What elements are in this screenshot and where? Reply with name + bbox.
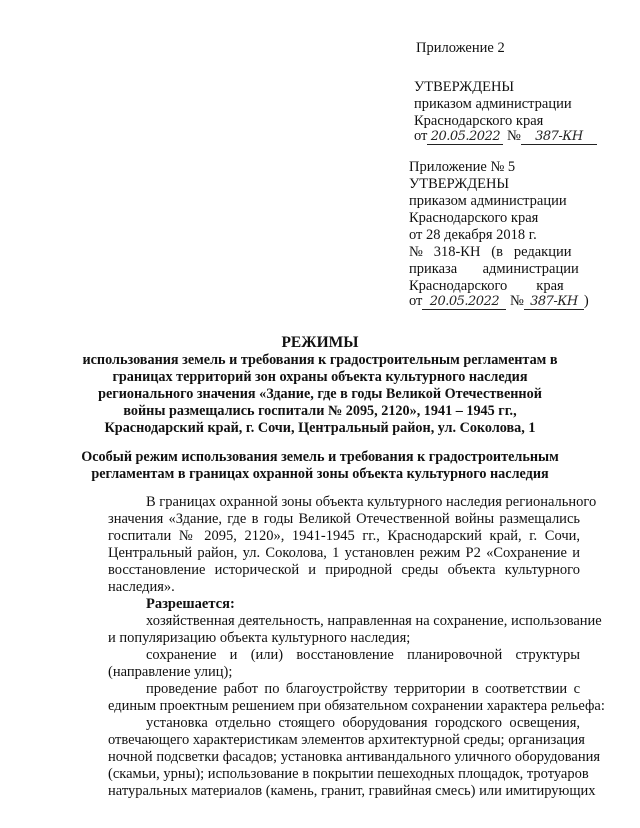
item-1-line-1: хозяйственная деятельность, направленная на сохранение, использование <box>146 613 602 629</box>
edition-line-2: приказа администрации <box>409 261 579 277</box>
intro-line-1: В границах охранной зоны объекта культурного наследия регионального <box>146 494 597 510</box>
order-date-line-1 <box>414 128 597 145</box>
subtitle-line-1: Особый режим использования земель и требования к градостроительным <box>81 449 559 465</box>
item-4-line-3: ночной подсветки фасадов; установка антивандального уличного оборудования <box>108 749 601 765</box>
appendix-5-label: Приложение № 5 <box>409 159 516 175</box>
closing-parenthesis: ) <box>583 293 589 309</box>
intro-line-3: госпитали № 2095, 2120», 1941-1945 гг., Краснодарский край, г. Сочи, <box>108 528 580 544</box>
handwritten-number-1: 387-КН <box>521 129 597 145</box>
intro-line-2: значения «Здание, где в годы Великой Отечественной войны размещались <box>108 511 580 527</box>
allowed-heading: Разрешается: <box>146 596 235 612</box>
intro-line-4: Центральный район, ул. Соколова, 1 установлен режим Р2 «Сохранение и <box>108 545 580 561</box>
approved-label-1: УТВЕРЖДЕНЫ <box>414 79 515 95</box>
item-4-line-2: отвечающего характеристикам элементов архитектурной среды; организация <box>108 732 585 748</box>
order-date-line-2 <box>409 293 589 310</box>
handwritten-date-1: 20.05.2022 <box>427 129 503 145</box>
subtitle-line-2: регламентам в границах охранной зоны объекта культурного наследия <box>91 466 549 482</box>
order-admin-1: приказом администрации <box>414 96 572 112</box>
item-4-line-5: натуральных материалов (камень, гранит, гравийная смесь) или имитирующих <box>108 783 596 799</box>
handwritten-number-2: 387-КН <box>524 294 584 310</box>
region-1: Краснодарского края <box>414 113 544 129</box>
item-2-line-2: (направление улиц); <box>108 664 233 680</box>
item-2-line-1: сохранение и (или) восстановление планировочной структуры <box>146 647 580 663</box>
item-3-line-2: единым проектным решением при обязательном сохранении характера рельефа: <box>108 698 605 714</box>
item-4-line-4: (скамьи, урны); использование в покрытии пешеходных площадок, тротуаров <box>108 766 589 782</box>
item-4-line-1: установка отдельно стоящего оборудования городского освещения, <box>146 715 580 731</box>
title-line-2: границах территорий зон охраны объекта культурного наследия <box>112 369 528 385</box>
document-heading: РЕЖИМЫ <box>281 334 359 351</box>
title-line-4: войны размещались госпитали № 2095, 2120», 1941 – 1945 гг., <box>123 403 517 419</box>
from-label-1: от <box>414 128 428 144</box>
order-admin-2: приказом администрации <box>409 193 567 209</box>
approved-label-2: УТВЕРЖДЕНЫ <box>409 176 510 192</box>
item-1-line-2: и популяризацию объекта культурного наследия; <box>108 630 411 646</box>
intro-line-5: восстановление исторической и природной среды объекта культурного <box>108 562 580 578</box>
appendix-2-label: Приложение 2 <box>416 40 505 56</box>
handwritten-date-2: 20.05.2022 <box>422 294 506 310</box>
item-3-line-1: проведение работ по благоустройству территории в соответствии с <box>146 681 580 697</box>
title-line-5: Краснодарский край, г. Сочи, Центральный район, ул. Соколова, 1 <box>104 420 536 436</box>
region-3: Краснодарского края <box>409 278 564 294</box>
region-2: Краснодарского края <box>409 210 539 226</box>
title-line-3: регионального значения «Здание, где в годы Великой Отечественной <box>98 386 542 402</box>
title-line-1: использования земель и требования к градостроительным регламентам в <box>82 352 558 368</box>
number-label-2: № <box>510 293 524 309</box>
order-date-2018: от 28 декабря 2018 г. <box>409 227 537 243</box>
edition-line: № 318-КН (в редакции <box>409 244 572 260</box>
intro-line-6: наследия». <box>108 579 175 595</box>
number-label-1: № <box>507 128 521 144</box>
from-label-2: от <box>409 293 423 309</box>
